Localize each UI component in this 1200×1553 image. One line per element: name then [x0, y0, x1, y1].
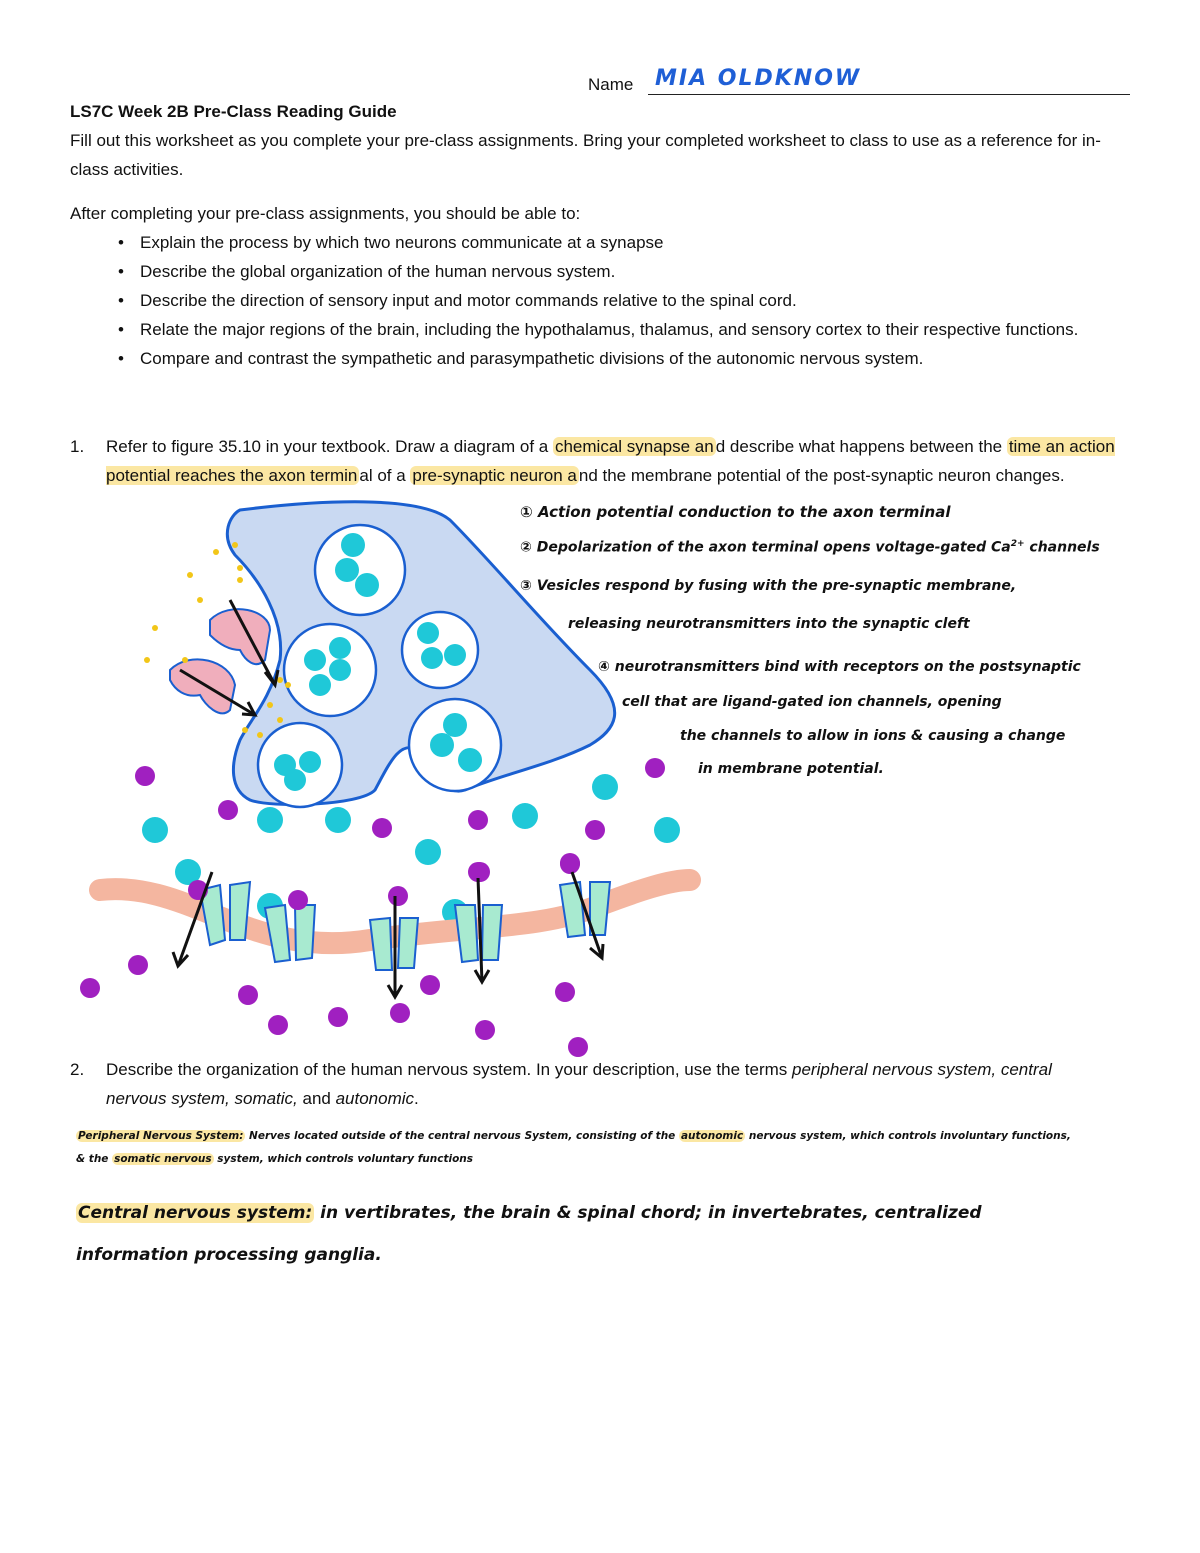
- highlight-action-potential: time an action potential reaches the axon termin: [106, 437, 1115, 485]
- intro-text: Fill out this worksheet as you complete your pre-class assignments. Bring your completed worksheet to class to use as a reference for in-class activities.: [70, 131, 1101, 179]
- answer-step-2: ② Depolarization of the axon terminal opens voltage-gated $Ca^{2+}$ channels: [520, 539, 1100, 556]
- answer-step-4d: in membrane potential.: [698, 761, 884, 777]
- vesicle: [315, 525, 405, 615]
- highlight-pns: Peripheral Nervous System:: [78, 1130, 244, 1142]
- answer-cns: Central nervous system: in vertibrates, the brain & spinal chord; in invertebrates, centralized information processing ganglia.: [76, 1203, 982, 1265]
- objective-item: • Explain the process by which two neurons communicate at a synapse: [118, 233, 664, 252]
- answer-step-3: ③ Vesicles respond by fusing with the pre-synaptic membrane,: [520, 578, 1017, 594]
- page-title: LS7C Week 2B Pre-Class Reading Guide: [70, 102, 397, 121]
- objective-item: • Compare and contrast the sympathetic and parasympathetic divisions of the autonomic nervous system.: [118, 349, 924, 368]
- objectives-lead: After completing your pre-class assignments, you should be able to:: [70, 204, 581, 223]
- answer-step-4c: the channels to allow in ions & causing a change: [680, 728, 1066, 744]
- answer-step-3b: releasing neurotransmitters into the synaptic cleft: [568, 616, 970, 632]
- objectives-list: [70, 228, 1110, 373]
- name-underline: [648, 94, 1130, 95]
- objective-item: • Describe the global organization of the human nervous system.: [118, 262, 616, 281]
- answer-pns: Peripheral Nervous System: Nerves located outside of the central nervous System, consisting of the autonomic nervous system, which controls involuntary functions, & the somatic nervous system, which controls voluntary functions: [76, 1130, 1071, 1165]
- vesicle: [409, 699, 501, 791]
- question-2: 2. Describe the organization of the human nervous system. In your description, use the terms peripheral nervous system, central nervous system, somatic, and autonomic.: [70, 1060, 1052, 1108]
- question-1: 1. Refer to figure 35.10 in your textbook. Draw a diagram of a chemical synapse an d describe what happens between the time an action potential reaches the axon termin al of a pre-synaptic neuron a nd the membrane potential of the post-synaptic neuron changes.: [70, 437, 1115, 485]
- highlight-presynaptic: pre-synaptic neuron a: [412, 466, 577, 485]
- answer-step-4b: cell that are ligand-gated ion channels, opening: [622, 694, 1002, 710]
- vesicle: [258, 723, 342, 807]
- name-value: MIA OLDKNOW: [655, 66, 862, 91]
- highlight-chemical-synapse: chemical synapse an: [554, 437, 714, 456]
- name-label: Name: [588, 75, 634, 94]
- answer-step-4: ④ neurotransmitters bind with receptors on the postsynaptic: [598, 659, 1081, 675]
- vesicle: [402, 612, 478, 688]
- highlight-cns: Central nervous system:: [78, 1203, 313, 1223]
- objective-item: • Describe the direction of sensory input and motor commands relative to the spinal cord.: [118, 291, 797, 310]
- objective-item: • Relate the major regions of the brain, including the hypothalamus, thalamus, and sensory cortex to their respective functions.: [118, 320, 1079, 339]
- answer-step-1: ① Action potential conduction to the axon terminal: [520, 503, 951, 521]
- presynaptic-receptor: [170, 659, 235, 713]
- vesicle: [284, 624, 376, 716]
